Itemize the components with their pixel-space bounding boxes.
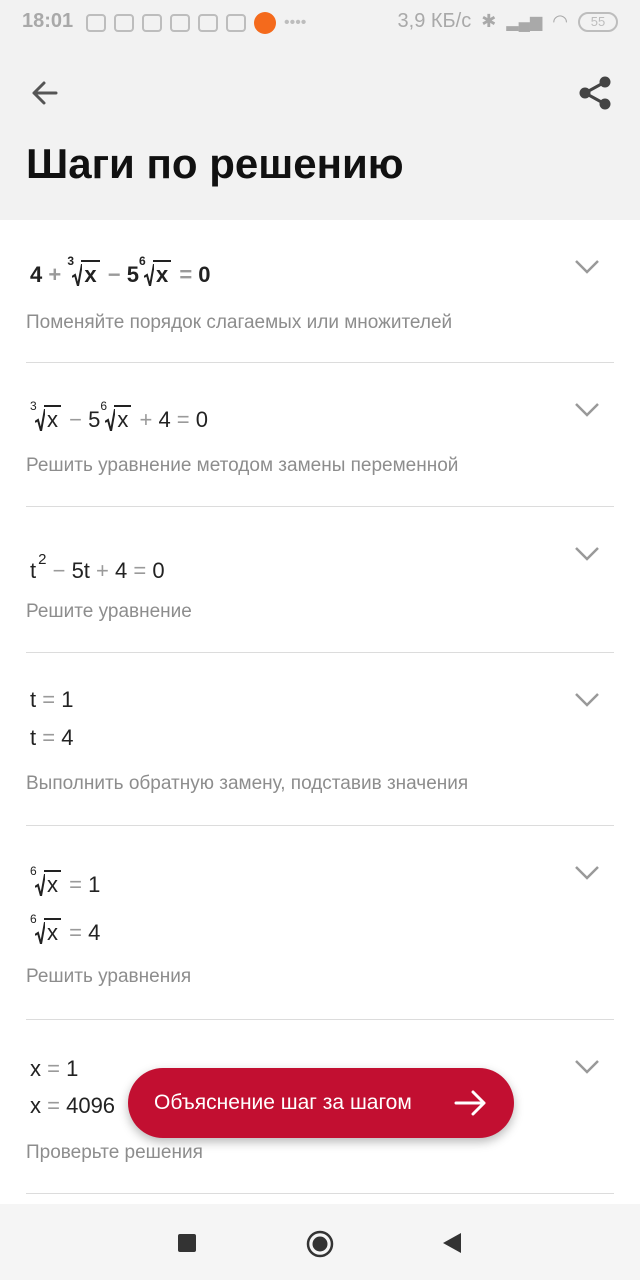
share-icon[interactable]: [572, 70, 618, 116]
status-bar: [0, 0, 640, 44]
app-icon: [170, 14, 190, 32]
notification-icons: [86, 12, 306, 34]
step-equation: t = 4: [30, 725, 74, 750]
mail-icon: [114, 14, 134, 32]
step-equation: x = 1: [30, 1056, 79, 1081]
home-icon[interactable]: [306, 1230, 334, 1258]
step-equation: 6 x = 1: [30, 864, 101, 897]
chevron-down-icon[interactable]: [574, 402, 600, 418]
cube-root: 3 x: [67, 260, 99, 288]
nav-back-icon[interactable]: [442, 1232, 462, 1254]
step-item[interactable]: [26, 220, 614, 363]
back-arrow-icon[interactable]: [22, 70, 68, 116]
step-description: Проверьте решения: [26, 1142, 203, 1163]
sixth-root: 6 x: [139, 260, 171, 288]
step-equation: 3 x − 5 6 x + 4 = 0: [30, 399, 209, 432]
sixth-root: 6 x: [30, 918, 61, 946]
sixth-root: 6 x: [30, 870, 61, 898]
step-by-step-label: Объяснение шаг за шагом: [154, 1091, 412, 1114]
recents-icon[interactable]: [178, 1234, 196, 1252]
step-item[interactable]: [26, 507, 614, 653]
sixth-root: 6 x: [100, 405, 131, 433]
battery-icon: 55: [578, 12, 618, 32]
bluetooth-icon: ✱: [481, 11, 497, 31]
chevron-down-icon[interactable]: [574, 1059, 600, 1075]
step-description: Решите уравнение: [26, 601, 192, 622]
mail-icon: [198, 14, 218, 32]
step-item[interactable]: [26, 363, 614, 507]
app-header: [0, 44, 640, 220]
status-time: 18:01: [22, 10, 74, 32]
app-icon: [226, 14, 246, 32]
more-notifications-icon: ••••: [284, 14, 307, 31]
arrow-right-icon: [454, 1090, 488, 1116]
app-orange-icon: [254, 12, 276, 34]
wifi-icon: ◠: [552, 11, 568, 31]
step-by-step-button[interactable]: [128, 1068, 514, 1138]
step-description: Решить уравнение методом замены переменной: [26, 455, 459, 476]
chevron-down-icon[interactable]: [574, 259, 600, 275]
step-description: Решить уравнения: [26, 966, 192, 987]
page-title: Шаги по решению: [26, 140, 404, 187]
step-item[interactable]: [26, 826, 614, 1020]
step-equation: 6 x = 4: [30, 912, 101, 945]
step-description: Выполнить обратную замену, подставив значения: [26, 773, 469, 794]
status-right: [398, 10, 618, 33]
step-description: Поменяйте порядок слагаемых или множителей: [26, 312, 453, 333]
steps-list: [0, 220, 640, 1194]
signal-icon: ▂▄▆: [506, 13, 543, 31]
chevron-down-icon[interactable]: [574, 546, 600, 562]
chevron-down-icon[interactable]: [574, 692, 600, 708]
chevron-down-icon[interactable]: [574, 865, 600, 881]
step-equation: 4 + 3 x − 5 6 x = 0: [30, 254, 211, 287]
notification-icon: [86, 14, 106, 32]
network-speed: 3,9 КБ/с: [397, 10, 472, 32]
mail-icon: [142, 14, 162, 32]
cube-root: 3 x: [30, 405, 61, 433]
step-equation: t $^2$ − 5t + 4 = 0: [30, 551, 165, 583]
step-item[interactable]: [26, 653, 614, 826]
step-equation: x = 4096: [30, 1093, 116, 1118]
system-nav-bar: [0, 1204, 640, 1280]
step-equation: t = 1: [30, 687, 74, 712]
